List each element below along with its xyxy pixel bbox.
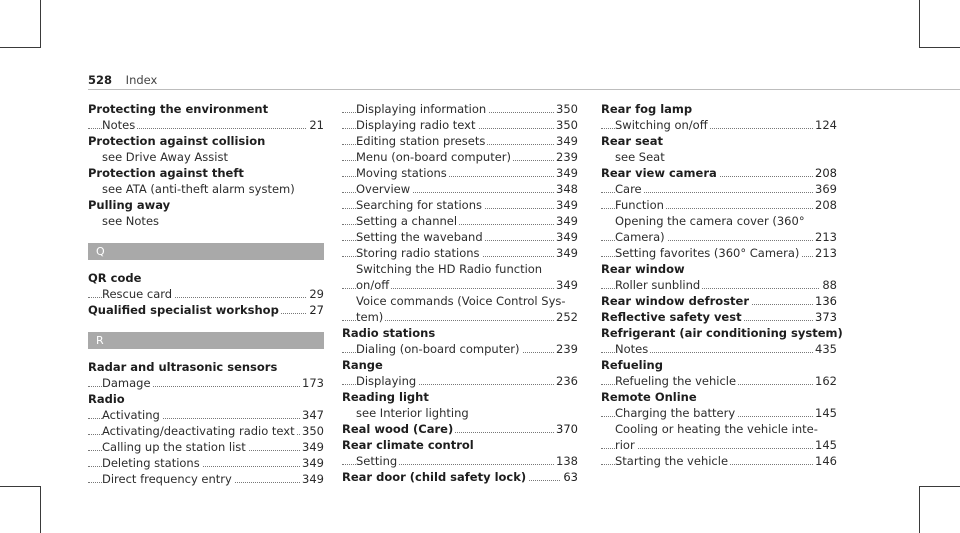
- entry-text: Starting the vehicle: [615, 454, 729, 468]
- index-subentry: [601, 117, 837, 133]
- index-subentry: [601, 213, 837, 229]
- entry-text: Displaying information: [356, 102, 487, 116]
- entry-text: Setting: [356, 454, 398, 468]
- index-subentry: [88, 286, 324, 302]
- entry-text: Deleting stations: [102, 456, 200, 470]
- entry-text: Real wood (Care): [342, 422, 454, 436]
- entry-text: Protecting the environment: [88, 102, 269, 116]
- index-subentry: [88, 213, 324, 229]
- index-subentry: [342, 341, 578, 357]
- entry-text: on/off: [356, 278, 390, 292]
- entry-text: Refrigerant (air conditioning system): [601, 326, 843, 340]
- entry-text: Setting the waveband: [356, 230, 483, 244]
- index-entry: [88, 302, 324, 318]
- index-subentry: [342, 165, 578, 181]
- page-ref: 239: [556, 150, 578, 164]
- index-subentry: [601, 373, 837, 389]
- entry-text: Remote Online: [601, 390, 697, 404]
- page-ref: 208: [815, 166, 837, 180]
- entry-text: Refueling the vehicle: [615, 374, 737, 388]
- index-subentry: [342, 149, 578, 165]
- entry-text: Rear seat: [601, 134, 663, 148]
- page-ref: 349: [556, 134, 578, 148]
- entry-text: see Interior lighting: [356, 406, 469, 420]
- page-ref: 349: [556, 198, 578, 212]
- index-subentry: [342, 117, 578, 133]
- entry-text: Direct frequency entry: [102, 472, 232, 486]
- entry-text: Rear view camera: [601, 166, 717, 180]
- index-entry: [601, 165, 837, 181]
- index-subentry: [601, 197, 837, 213]
- crop-mark: [40, 486, 41, 533]
- entry-text: see Seat: [615, 150, 665, 164]
- index-subentry: [88, 407, 324, 423]
- page-ref: 21: [309, 118, 324, 132]
- section-title: Index: [125, 73, 158, 87]
- page-ref: 136: [815, 294, 837, 308]
- page-ref: 369: [815, 182, 837, 196]
- header-rule: [88, 89, 960, 90]
- page-ref: 124: [815, 118, 837, 132]
- entry-text: Rear window: [601, 262, 685, 276]
- page-ref: 213: [815, 246, 837, 260]
- page-ref: 146: [815, 454, 837, 468]
- index-entry: [342, 469, 578, 485]
- entry-text: Roller sunblind: [615, 278, 701, 292]
- index-subentry: [601, 421, 837, 437]
- index-subentry: [88, 117, 324, 133]
- entry-text: Calling up the station list: [102, 440, 246, 454]
- entry-text: see ATA (anti-theft alarm system): [102, 182, 295, 196]
- index-column-3: [601, 101, 843, 469]
- entry-text: Rear door (child safety lock): [342, 470, 527, 484]
- index-entry: [601, 261, 837, 277]
- page-ref: 349: [302, 472, 324, 486]
- index-entry: [342, 357, 578, 373]
- index-subentry: [342, 405, 578, 421]
- index-entry: [342, 325, 578, 341]
- page-ref: 29: [309, 287, 324, 301]
- entry-text: Function: [615, 198, 664, 212]
- page-number: 528: [88, 73, 113, 87]
- index-entry: [88, 359, 324, 375]
- index-subentry: [342, 213, 578, 229]
- entry-text: Refueling: [601, 358, 663, 372]
- crop-mark: [919, 486, 920, 533]
- entry-text: Radar and ultrasonic sensors: [88, 360, 278, 374]
- entry-text: Rescue card: [102, 287, 173, 301]
- crop-mark: [0, 486, 40, 487]
- index-entry: [342, 389, 578, 405]
- entry-text: Radio stations: [342, 326, 436, 340]
- entry-text: Rear fog lamp: [601, 102, 693, 116]
- page-ref: 239: [556, 342, 578, 356]
- index-entry: [342, 437, 578, 453]
- entry-text: Activating/deactivating radio text: [102, 424, 295, 438]
- page-ref: 349: [556, 278, 578, 292]
- entry-text: Reading light: [342, 390, 429, 404]
- entry-text: Protection against collision: [88, 134, 266, 148]
- entry-text: rior: [615, 438, 635, 452]
- entry-text: Protection against theft: [88, 166, 244, 180]
- index-subentry: [342, 229, 578, 245]
- entry-text: Rear climate control: [342, 438, 474, 452]
- index-entry: [88, 270, 324, 286]
- index-subentry: [601, 453, 837, 469]
- entry-text: Moving stations: [356, 166, 447, 180]
- page-ref: 208: [815, 198, 837, 212]
- index-entry: [601, 325, 843, 341]
- crop-mark: [40, 0, 41, 48]
- index-entry: [342, 421, 578, 437]
- index-subentry: [88, 375, 324, 391]
- letter-divider: Q: [88, 243, 324, 260]
- page-ref: 348: [556, 182, 578, 196]
- entry-text: Editing station presets: [356, 134, 486, 148]
- index-entry: [601, 133, 837, 149]
- index-subentry: [601, 437, 837, 453]
- index-column-2: [342, 101, 578, 485]
- index-entry: [601, 293, 837, 309]
- entry-text: Overview: [356, 182, 411, 196]
- entry-text: Damage: [102, 376, 151, 390]
- entry-text: Care: [615, 182, 642, 196]
- index-subentry: [601, 149, 837, 165]
- page-ref: 349: [302, 440, 324, 454]
- entry-text: Qualified specialist workshop: [88, 303, 279, 317]
- index-subentry: [601, 181, 837, 197]
- letter-divider: R: [88, 332, 324, 349]
- entry-text: Setting a channel: [356, 214, 458, 228]
- page-ref: 350: [556, 102, 578, 116]
- page-ref: 252: [556, 310, 578, 324]
- entry-text: see Drive Away Assist: [102, 150, 228, 164]
- index-entry: [88, 165, 324, 181]
- index-subentry: [342, 261, 578, 277]
- index-subentry: [342, 293, 578, 309]
- entry-text: Searching for stations: [356, 198, 482, 212]
- index-subentry: [342, 453, 578, 469]
- page-ref: 27: [309, 303, 324, 317]
- index-subentry: [342, 101, 578, 117]
- page-ref: 88: [822, 278, 837, 292]
- entry-text: Camera): [615, 230, 665, 244]
- index-entry: [601, 309, 837, 325]
- crop-mark: [919, 486, 960, 487]
- entry-text: Charging the battery: [615, 406, 736, 420]
- index-subentry: [601, 277, 837, 293]
- entry-text: Pulling away: [88, 198, 171, 212]
- index-entry: [601, 389, 837, 405]
- index-entry: [601, 357, 837, 373]
- entry-text: Radio: [88, 392, 125, 406]
- index-subentry: [601, 341, 837, 357]
- index-subentry: [88, 181, 324, 197]
- entry-text: Opening the camera cover (360°: [615, 214, 805, 228]
- crop-mark: [919, 47, 960, 48]
- index-subentry: [342, 197, 578, 213]
- entry-text: Notes: [615, 342, 649, 356]
- index-subentry: [342, 133, 578, 149]
- index-subentry: [88, 423, 324, 439]
- page-ref: 349: [556, 214, 578, 228]
- entry-text: Switching the HD Radio function: [356, 262, 543, 276]
- index-subentry: [88, 149, 324, 165]
- index-subentry: [601, 229, 837, 245]
- entry-text: Dialing (on-board computer): [356, 342, 520, 356]
- crop-mark: [0, 47, 40, 48]
- entry-text: Menu (on-board computer): [356, 150, 512, 164]
- index-subentry: [342, 373, 578, 389]
- entry-text: Range: [342, 358, 383, 372]
- entry-text: tem): [356, 310, 384, 324]
- page-ref: 145: [815, 438, 837, 452]
- page-ref: 213: [815, 230, 837, 244]
- page-ref: 349: [556, 246, 578, 260]
- index-subentry: [88, 455, 324, 471]
- entry-text: QR code: [88, 271, 142, 285]
- entry-text: Displaying radio text: [356, 118, 476, 132]
- page-ref: 349: [556, 166, 578, 180]
- page-ref: 435: [815, 342, 837, 356]
- page-ref: 347: [302, 408, 324, 422]
- page-ref: 370: [556, 422, 578, 436]
- index-entry: [88, 197, 324, 213]
- index-subentry: [88, 471, 324, 487]
- entry-text: Rear window defroster: [601, 294, 750, 308]
- page-ref: 145: [815, 406, 837, 420]
- page-ref: 349: [556, 230, 578, 244]
- index-entry: [88, 391, 324, 407]
- index-entry: [601, 101, 837, 117]
- index-subentry: [601, 245, 837, 261]
- entry-text: Voice commands (Voice Control Sys-: [356, 294, 566, 308]
- index-subentry: [342, 309, 578, 325]
- page-ref: 373: [815, 310, 837, 324]
- index-subentry: [342, 277, 578, 293]
- page-ref: 173: [302, 376, 324, 390]
- page-ref: 350: [302, 424, 324, 438]
- index-subentry: [342, 181, 578, 197]
- entry-text: Activating: [102, 408, 160, 422]
- index-subentry: [88, 439, 324, 455]
- page-ref: 138: [556, 454, 578, 468]
- page-ref: 349: [302, 456, 324, 470]
- entry-text: Notes: [102, 118, 136, 132]
- index-subentry: [342, 245, 578, 261]
- page-header: [88, 73, 157, 87]
- entry-text: see Notes: [102, 214, 160, 228]
- index-column-1: [88, 101, 324, 487]
- entry-text: Storing radio stations: [356, 246, 480, 260]
- entry-text: Displaying: [356, 374, 417, 388]
- crop-mark: [919, 0, 920, 48]
- index-entry: [88, 133, 324, 149]
- entry-text: Switching on/off: [615, 118, 708, 132]
- index-entry: [88, 101, 324, 117]
- entry-text: Reflective safety vest: [601, 310, 742, 324]
- page-ref: 236: [556, 374, 578, 388]
- page-ref: 350: [556, 118, 578, 132]
- page-ref: 162: [815, 374, 837, 388]
- entry-text: Setting favorites (360° Camera): [615, 246, 800, 260]
- entry-text: Cooling or heating the vehicle inte-: [615, 422, 818, 436]
- index-subentry: [601, 405, 837, 421]
- page-ref: 63: [563, 470, 578, 484]
